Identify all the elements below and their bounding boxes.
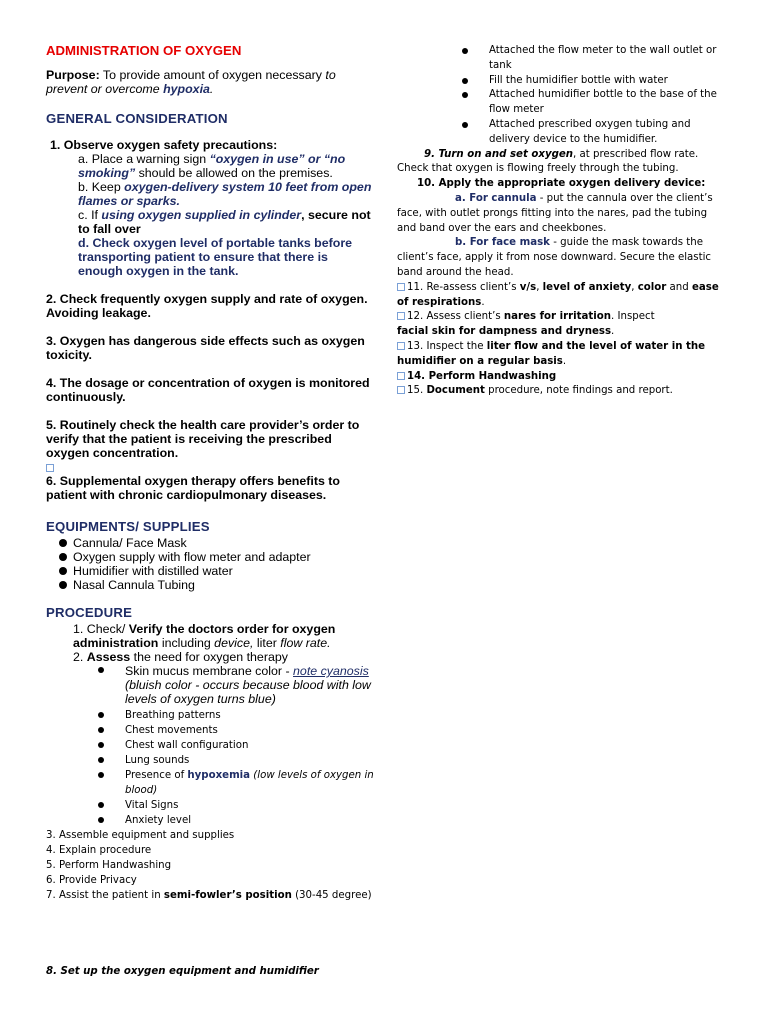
general-consideration-heading: GENERAL CONSIDERATION — [46, 111, 228, 126]
bullet-icon — [462, 48, 468, 54]
setup-item: Attached the flow meter to the wall outlet or tank — [489, 44, 727, 74]
setup-item: Attached humidifier bottle to the base of the flow meter — [489, 88, 727, 118]
assess-item: Anxiety level — [125, 813, 376, 828]
assess-item: Chest movements — [125, 723, 376, 738]
procedure-step-11: 11. Re-assess client’s v/s, level of anxiety, color and ease of respirations. — [397, 281, 719, 308]
procedure-step-15: 15. Document procedure, note findings and report. — [397, 384, 727, 399]
bullet-icon — [98, 727, 104, 733]
equipment-heading: EQUIPMENTS/ SUPPLIES — [46, 519, 210, 534]
procedure-step-2: 2. Assess the need for oxygen therapy — [73, 650, 288, 664]
bullet-icon — [462, 92, 468, 98]
right-column — [397, 44, 727, 399]
general-item-2: 2. Check frequently oxygen supply and rate of oxygen. Avoiding leakage. — [46, 292, 368, 320]
assess-item: Skin mucus membrane color - note cyanosis (bluish color - occurs because blood with low levels of oxygen turns blue) — [125, 664, 376, 706]
equipment-item: Humidifier with distilled water — [46, 564, 376, 578]
placeholder-box-icon — [397, 342, 405, 350]
assess-item: Chest wall configuration — [125, 738, 376, 753]
general-item-3: 3. Oxygen has dangerous side effects such as oxygen toxicity. — [46, 334, 365, 362]
procedure-step-10: 10. Apply the appropriate oxygen delivery device: — [417, 178, 706, 190]
bullet-icon — [98, 817, 104, 823]
procedure-step-9-check: Check that oxygen is flowing freely through the tubing. — [397, 163, 679, 175]
item1-c: c. If using oxygen supplied in cylinder, secure not to fall over — [78, 208, 371, 236]
general-item-4: 4. The dosage or concentration of oxygen is monitored continuously. — [46, 376, 370, 404]
bullet-icon — [59, 539, 67, 547]
procedure-step-12: 12. Assess client’s nares for irritation. Inspect facial skin for dampness and dryness. — [397, 311, 655, 338]
setup-list — [397, 44, 727, 148]
bullet-icon — [59, 567, 67, 575]
bullet-icon — [98, 667, 104, 673]
procedure-step-13: 13. Inspect the liter flow and the level of water in the humidifier on a regular basis. — [397, 340, 706, 367]
procedure-step-1: 1. Check/ Verify the doctors order for oxygen administration including device, liter flow rate. — [73, 622, 336, 650]
assess-item: Lung sounds — [125, 753, 376, 768]
step-10-b: b. For face mask - guide the mask towards the client’s face, apply it from nose downward. Secure the elastic band around the head. — [397, 237, 712, 278]
equipment-item: Cannula/ Face Mask — [46, 536, 376, 550]
procedure-step-7: 7. Assist the patient in semi-fowler’s position (30-45 degree) — [46, 890, 372, 901]
bullet-icon — [98, 772, 104, 778]
setup-item: Attached prescribed oxygen tubing and delivery device to the humidifier. — [489, 118, 727, 148]
procedure-step-3: 3. Assemble equipment and supplies — [46, 830, 235, 841]
procedure-steps-3-7 — [46, 828, 376, 903]
placeholder-box-icon — [397, 312, 405, 320]
bullet-icon — [98, 712, 104, 718]
placeholder-box-icon — [397, 372, 405, 380]
procedure-step-4: 4. Explain procedure — [46, 845, 152, 856]
left-column — [46, 44, 376, 903]
step-10-a: a. For cannula - put the cannula over the client’s face, with outlet prongs fitting into the nares, pad the tubing and band over the ears and cheekbones. — [397, 192, 713, 234]
placeholder-box-icon — [397, 283, 405, 291]
procedure-step-8: 8. Set up the oxygen equipment and humidifier — [46, 966, 319, 977]
procedure-step-6: 6. Provide Privacy — [46, 875, 137, 886]
placeholder-box-icon — [46, 464, 54, 472]
assess-item: Vital Signs — [125, 798, 376, 813]
assess-item: Breathing patterns — [125, 708, 376, 723]
bullet-icon — [98, 757, 104, 763]
procedure-heading: PROCEDURE — [46, 605, 133, 620]
procedure-step-9: 9. Turn on and set oxygen, at prescribed flow rate. — [424, 148, 699, 160]
setup-item: Fill the humidifier bottle with water — [489, 74, 727, 89]
bullet-icon — [98, 742, 104, 748]
procedure-step-14: 14. Perform Handwashing — [397, 370, 727, 385]
item1-b: b. Keep oxygen-delivery system 10 feet from open flames or sparks. — [78, 180, 372, 208]
general-item-1: 1. Observe oxygen safety precautions: a. Place a warning sign “oxygen in use” or “no smoking” should be allowed on the premises. b. Keep oxygen-delivery system 10 feet from open flames or sparks. c. If using oxygen supplied in cylinder, secure not to fall over d. Check oxygen level of portable tanks before transporting patient to ensure that there is enough oxygen in the tank. — [46, 138, 376, 278]
bullet-icon — [98, 802, 104, 808]
equipment-list — [46, 536, 376, 592]
bullet-icon — [462, 122, 468, 128]
purpose: Purpose: To provide amount of oxygen necessary to prevent or overcome hypoxia. — [46, 68, 336, 96]
assess-list-2 — [46, 708, 376, 828]
item1-a: a. Place a warning sign “oxygen in use” or “no smoking” should be allowed on the premises. — [78, 152, 346, 180]
bullet-icon — [59, 581, 67, 589]
assess-item: Presence of hypoxemia (low levels of oxygen in blood) — [125, 768, 376, 798]
procedure-step-5: 5. Perform Handwashing — [46, 860, 172, 871]
placeholder-box-icon — [397, 386, 405, 394]
document-title: ADMINISTRATION OF OXYGEN — [46, 43, 242, 58]
bullet-icon — [462, 78, 468, 84]
assess-list — [46, 664, 376, 706]
equipment-item: Oxygen supply with flow meter and adapter — [46, 550, 376, 564]
general-item-5: 5. Routinely check the health care provider’s order to verify that the patient is receiving the prescribed oxygen concentration. — [46, 418, 360, 460]
bullet-icon — [59, 553, 67, 561]
general-item-6: 6. Supplemental oxygen therapy offers benefits to patient with chronic cardiopulmonary diseases. — [46, 474, 340, 502]
item1-d: d. Check oxygen level of portable tanks before transporting patient to ensure that there is enough oxygen in the tank. — [78, 236, 353, 278]
equipment-item: Nasal Cannula Tubing — [46, 578, 376, 592]
